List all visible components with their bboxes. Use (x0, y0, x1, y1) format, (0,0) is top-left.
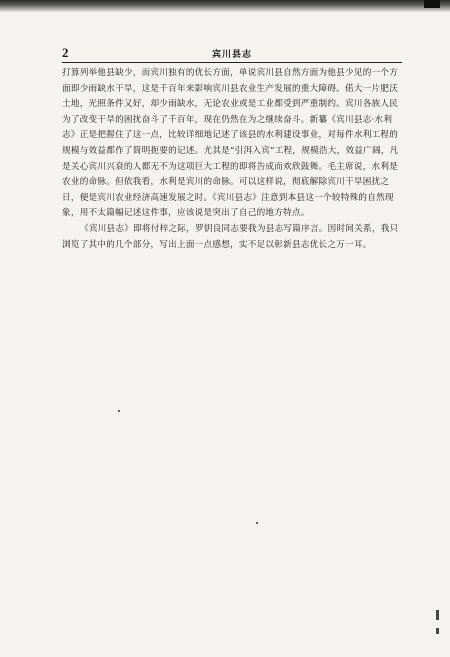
scan-edge-mark (436, 628, 439, 634)
scan-speck (256, 522, 258, 524)
scan-top-edge (0, 0, 450, 12)
text-line: 面即少雨缺水干旱，这是千百年来影响宾川县农业生产发展的重大障碍。偌大一片肥沃 (62, 83, 399, 94)
scan-edge-mark (424, 0, 440, 8)
header-rule (62, 62, 402, 63)
page-number: 2 (62, 45, 69, 60)
text-line: 浏览了其中的几个部分，写出上面一点感想，实不足以彰新县志优长之万一耳。 (62, 239, 372, 250)
scan-speck (118, 410, 120, 412)
text-line: 规模与效益都作了简明扼要的记述。尤其是“引洱入宾”工程，规模浩大，效益广阔，凡 (62, 145, 399, 156)
scan-edge-mark (436, 610, 439, 620)
text-line: 日，便是宾川农业经济高速发展之时。《宾川县志》注意到本县这一个较特殊的自然现 (62, 192, 394, 203)
text-line: 《宾川县志》即将付梓之际，罗钥良同志要我为县志写篇序言。因时间关系，我只 (80, 223, 399, 234)
text-line: 打算列举他县缺少，而宾川独有的优长方面，单说宾川县自然方面为他县少见的一个方 (62, 68, 399, 78)
page-header (62, 47, 402, 61)
paragraph (62, 222, 402, 253)
text-line: 是关心宾川兴衰的人都无不为这项巨大工程的即将告成而欢欣鼓舞。毛主席说，水利是 (62, 161, 399, 172)
text-line: 志》正是把握住了这一点，比较详细地记述了该县的水利建设事业，对每件水利工程的 (62, 130, 399, 141)
text-line: 土地，光照条件又好，却少雨缺水，无论农业或是工业都受到严重制约。宾川各族人民 (62, 99, 399, 110)
body-text (62, 66, 402, 253)
text-line: 为了改变干旱的困扰奋斗了千百年，现在仍然在为之继续奋斗。新纂《宾川县志·水利 (62, 114, 393, 125)
running-title: 宾川县志 (211, 50, 252, 60)
paragraph (62, 66, 402, 222)
text-line: 农业的命脉。但依我看，水利是宾川的命脉。可以这样说，彻底解除宾川干旱困扰之 (62, 177, 390, 188)
text-line: 象，用不太篇幅记述这件事，应该说是突出了自己的地方特点。 (62, 208, 310, 219)
